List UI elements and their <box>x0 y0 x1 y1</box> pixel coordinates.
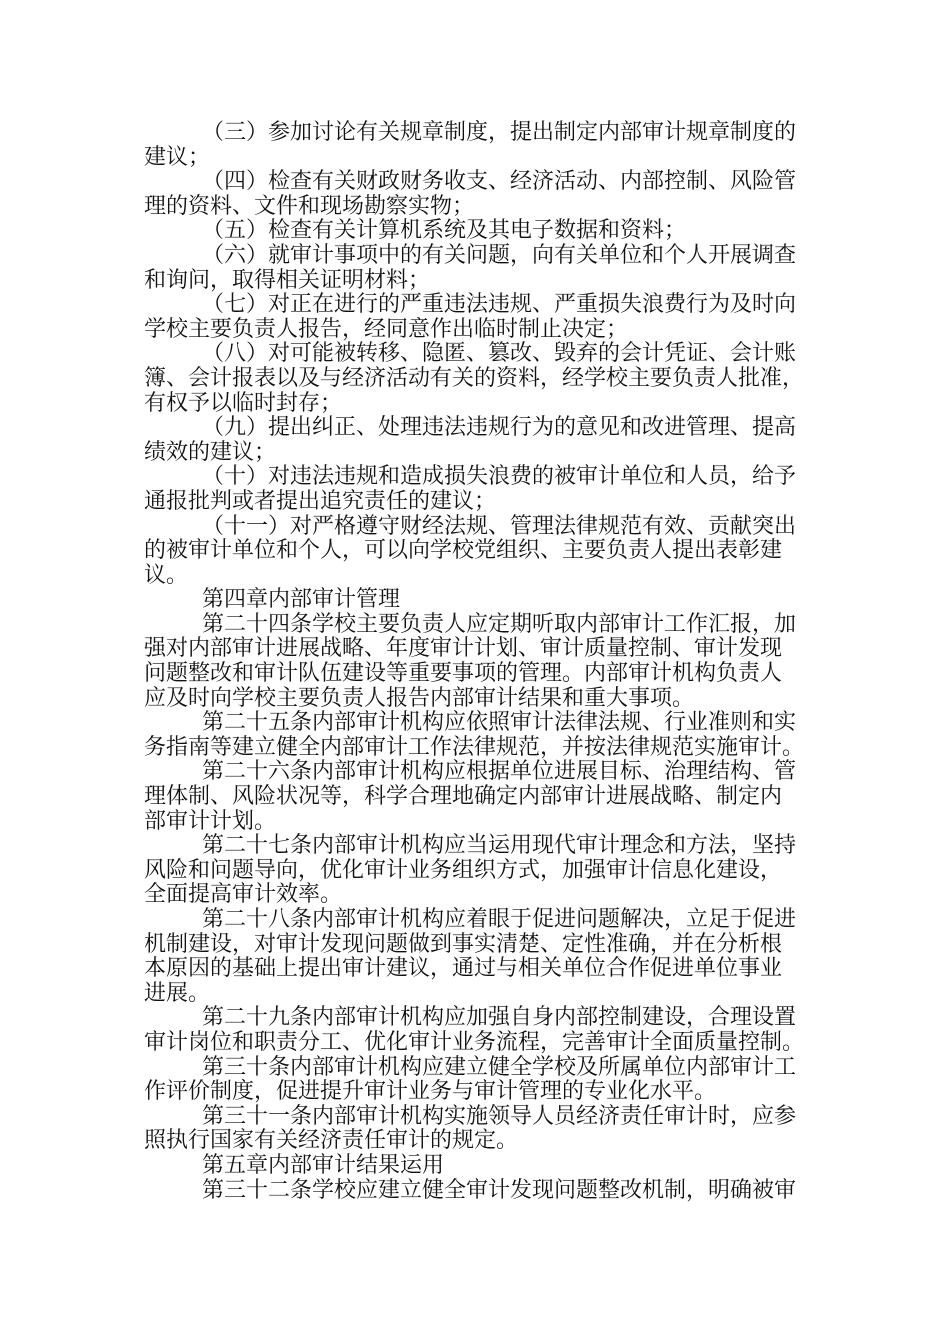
clause-9 <box>144 416 812 465</box>
text-line: 第四章内部审计管理 <box>202 587 401 613</box>
clause-8 <box>144 342 812 416</box>
text-line: 议。 <box>144 562 189 588</box>
text-line: 风险和问题导向，优化审计业务组织方式，加强审计信息化建设， <box>144 857 783 883</box>
text-line: 应及时向学校主要负责人报告内部审计结果和重大事项。 <box>144 685 695 711</box>
text-line: （五）检查有关计算机系统及其电子数据和资料； <box>202 218 687 244</box>
text-line: 绩效的建议； <box>144 439 277 465</box>
text-line: 学校主要负责人报告，经同意作出临时制止决定； <box>144 316 629 342</box>
text-line: （三）参加讨论有关规章制度，提出制定内部审计规章制度的 <box>202 120 797 145</box>
text-line: 有权予以临时封存； <box>144 390 343 416</box>
text-line: 簿、会计报表以及与经济活动有关的资料，经学校主要负责人批准， <box>144 365 805 391</box>
article-32 <box>144 1179 812 1204</box>
text-line: （四）检查有关财政财务收支、经济活动、内部控制、风险管 <box>202 169 797 195</box>
clause-10 <box>144 465 812 514</box>
text-line: 强对内部审计进展战略、年度审计计划、审计质量控制、审计发现 <box>144 636 783 662</box>
text-line: 进展。 <box>144 980 211 1006</box>
text-line: 建议； <box>144 144 211 170</box>
text-line: 第二十八条内部审计机构应着眼于促进问题解决，立足于促进 <box>202 907 797 932</box>
article-29 <box>144 1006 812 1055</box>
article-28 <box>144 908 812 1006</box>
text-line: 第三十一条内部审计机构实施领导人员经济责任审计时，应参 <box>202 1103 797 1129</box>
clause-7 <box>144 293 812 342</box>
text-line: （八）对可能被转移、隐匿、篡改、毁弃的会计凭证、会计账 <box>202 341 797 367</box>
text-line: 的被审计单位和个人，可以向学校党组织、主要负责人提出表彰建 <box>144 538 783 564</box>
text-line: （七）对正在进行的严重违法违规、严重损失浪费行为及时向 <box>202 292 797 318</box>
article-27 <box>144 834 812 908</box>
text-line: 务指南等建立健全内部审计工作法律规范，并按法律规范实施审计。 <box>144 734 805 760</box>
clause-5 <box>144 219 812 244</box>
text-line: 第二十四条学校主要负责人应定期听取内部审计工作汇报，加 <box>202 611 797 637</box>
text-line: 部审计计划。 <box>144 808 277 834</box>
text-line: （十）对违法违规和造成损失浪费的被审计单位和人员，给予 <box>202 464 797 490</box>
article-31 <box>144 1105 812 1154</box>
chapter-5-heading <box>144 1154 812 1179</box>
text-line: 理的资料、文件和现场勘察实物； <box>144 193 475 219</box>
text-line: 第二十九条内部审计机构应加强自身内部控制建设，合理设置 <box>202 1005 797 1031</box>
text-line: 理体制、风险状况等，科学合理地确定内部审计进展战略、制定内 <box>144 784 783 810</box>
text-line: 第二十五条内部审计机构应依照审计法律法规、行业准则和实 <box>202 710 797 736</box>
text-line: （十一）对严格遵守财经法规、管理法律规范有效、贡献突出 <box>202 513 797 539</box>
text-line: （九）提出纠正、处理违法违规行为的意见和改进管理、提高 <box>202 415 797 441</box>
text-line: 机制建设，对审计发现问题做到事实清楚、定性准确，并在分析根 <box>144 931 783 957</box>
text-line: 第二十六条内部审计机构应根据单位进展目标、治理结构、管 <box>202 759 797 785</box>
text-line: 第三十条内部审计机构应建立健全学校及所属单位内部审计工 <box>202 1054 797 1080</box>
text-line: 作评价制度，促进提升审计业务与审计管理的专业化水平。 <box>144 1079 717 1105</box>
clause-4 <box>144 170 812 219</box>
article-26 <box>144 760 812 834</box>
clause-6 <box>144 244 812 293</box>
chapter-4-heading <box>144 588 812 613</box>
article-25 <box>144 711 812 760</box>
article-30 <box>144 1056 812 1105</box>
text-line: 第五章内部审计结果运用 <box>202 1152 445 1178</box>
text-line: 第三十二条学校应建立健全审计发现问题整改机制，明确被审 <box>202 1177 797 1203</box>
article-24 <box>144 613 812 711</box>
text-line: （六）就审计事项中的有关问题，向有关单位和个人开展调查 <box>202 242 797 268</box>
document-body <box>144 121 812 1203</box>
text-line: 审计岗位和职责分工、优化审计业务流程，完善审计全面质量控制。 <box>144 1029 805 1055</box>
text-line: 通报批判或者提出追究责任的建议； <box>144 488 497 514</box>
text-line: 照执行国家有关经济责任审计的规定。 <box>144 1128 519 1154</box>
text-line: 全面提高审计效率。 <box>144 882 343 908</box>
text-line: 问题整改和审计队伍建设等重要事项的管理。内部审计机构负责人 <box>144 661 783 687</box>
text-line: 和询问，取得相关证明材料； <box>144 267 431 293</box>
text-line: 本原因的基础上提出审计建议，通过与相关单位合作促进单位事业 <box>144 956 783 982</box>
clause-11 <box>144 515 812 589</box>
text-line: 第二十七条内部审计机构应当运用现代审计理念和方法，坚持 <box>202 833 797 859</box>
clause-3 <box>144 121 812 170</box>
